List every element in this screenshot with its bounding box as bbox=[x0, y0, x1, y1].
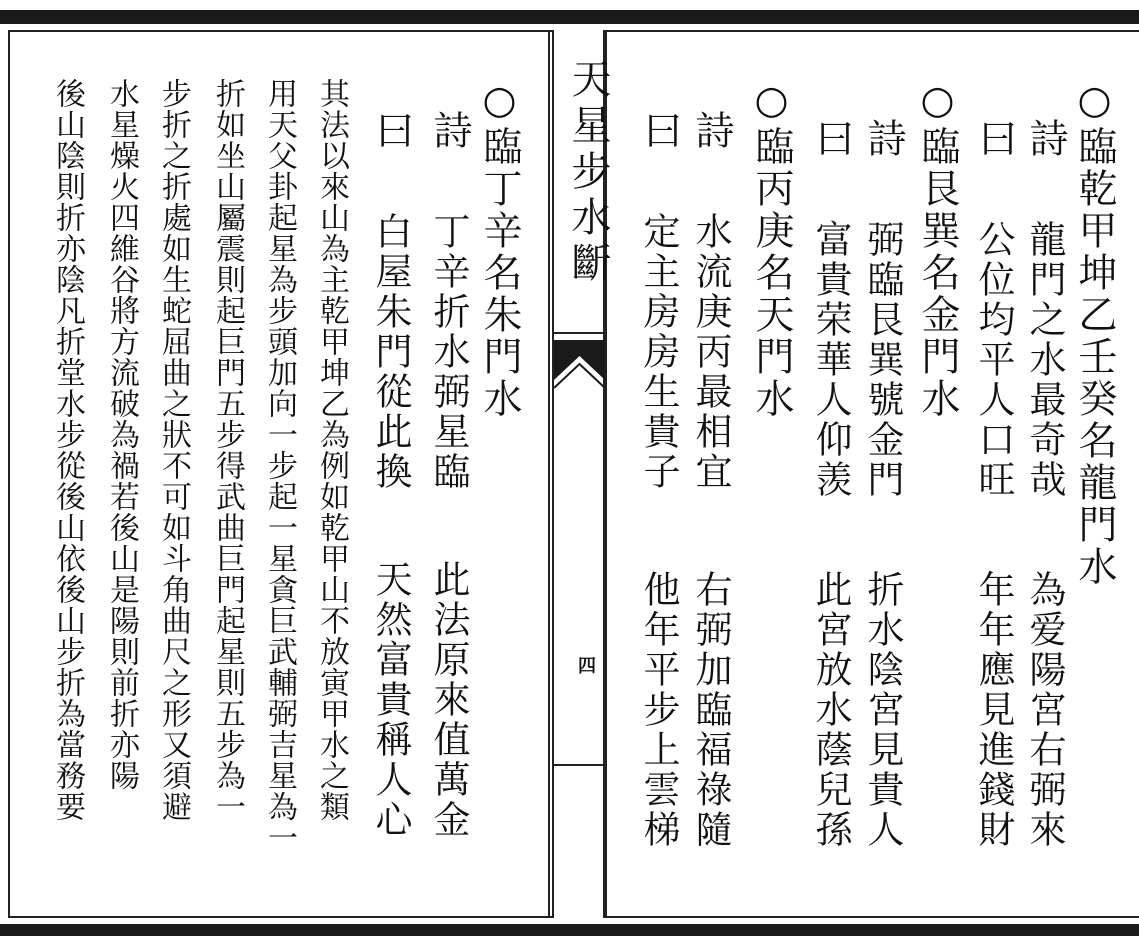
verse-label: 曰 bbox=[972, 118, 1017, 160]
spine-divider-left bbox=[548, 30, 550, 918]
spine-separator-lower bbox=[554, 764, 605, 766]
page-number: 四 bbox=[575, 656, 596, 674]
verse-label: 曰 bbox=[809, 118, 854, 160]
poem-line: 弼臨艮巽號金門 bbox=[861, 220, 904, 500]
poem-line: 白屋朱門從此換 bbox=[369, 212, 412, 492]
poem-line: 右弼加臨福祿隨 bbox=[689, 570, 732, 850]
poem-line: 公位均平人口旺 bbox=[972, 220, 1015, 500]
prose-block bbox=[20, 76, 349, 906]
heading-jinmen: ○臨艮巽名金門水 bbox=[915, 78, 960, 420]
heading-tianmen: ○臨丙庚名天門水 bbox=[749, 78, 794, 420]
verse-label: 曰 bbox=[637, 110, 682, 152]
poem-line: 富貴荣華人仰羡 bbox=[809, 220, 852, 500]
prose-line: 步折之折處如生蛇屈曲之狀不可如斗角曲尺之形又須避 bbox=[156, 78, 191, 822]
poem-line: 他年平步上雲梯 bbox=[637, 570, 680, 850]
heading-longmen: ○臨乾甲坤乙壬癸名龍門水 bbox=[1072, 78, 1117, 588]
poem-label: 詩 bbox=[427, 110, 472, 152]
poem-line: 年年應見進錢財 bbox=[972, 570, 1015, 850]
poem-line: 丁辛折水弼星臨 bbox=[427, 212, 470, 492]
poem-line: 折水陰宮見貴人 bbox=[861, 570, 904, 850]
poem-label: 詩 bbox=[689, 110, 734, 152]
poem-line: 此宮放水蔭兒孫 bbox=[809, 570, 852, 850]
fish-tail-mark-icon bbox=[554, 340, 605, 390]
poem-label: 詩 bbox=[861, 118, 906, 160]
poem-label: 詩 bbox=[1023, 118, 1068, 160]
prose-line: 水星燥火四維谷將方流破為禍若後山是陽則前折亦陽 bbox=[104, 78, 139, 791]
heading-zhumen: ○臨丁辛名朱門水 bbox=[477, 78, 522, 420]
poem-line: 天然富貴稱人心 bbox=[369, 560, 412, 840]
spine-title: 天星步水斷 bbox=[565, 58, 611, 288]
top-border bbox=[0, 10, 1139, 24]
verse-label: 曰 bbox=[369, 110, 414, 152]
poem-line: 水流庚丙最相宜 bbox=[689, 212, 732, 492]
poem-line: 龍門之水最奇哉 bbox=[1023, 220, 1066, 500]
spine-separator bbox=[554, 332, 605, 334]
prose-line: 折如坐山屬震則起巨門五步得武曲巨門起星則五步為一 bbox=[210, 78, 245, 822]
prose-line: 其法以來山為主乾甲坤乙為例如乾甲山不放寅甲水之類 bbox=[314, 78, 349, 822]
poem-line: 此法原來值萬金 bbox=[427, 560, 470, 840]
poem-line: 為爱陽宮右弼來 bbox=[1023, 570, 1066, 850]
prose-line: 後山陰則折亦陰凡折堂水步從後山依後山步折為當務要 bbox=[50, 78, 85, 822]
poem-line: 定主房房生貴子 bbox=[637, 212, 680, 492]
prose-line: 用天父卦起星為步頭加向一步起一星貪巨武輔弼吉星為一 bbox=[262, 78, 297, 853]
bottom-border bbox=[0, 924, 1139, 936]
